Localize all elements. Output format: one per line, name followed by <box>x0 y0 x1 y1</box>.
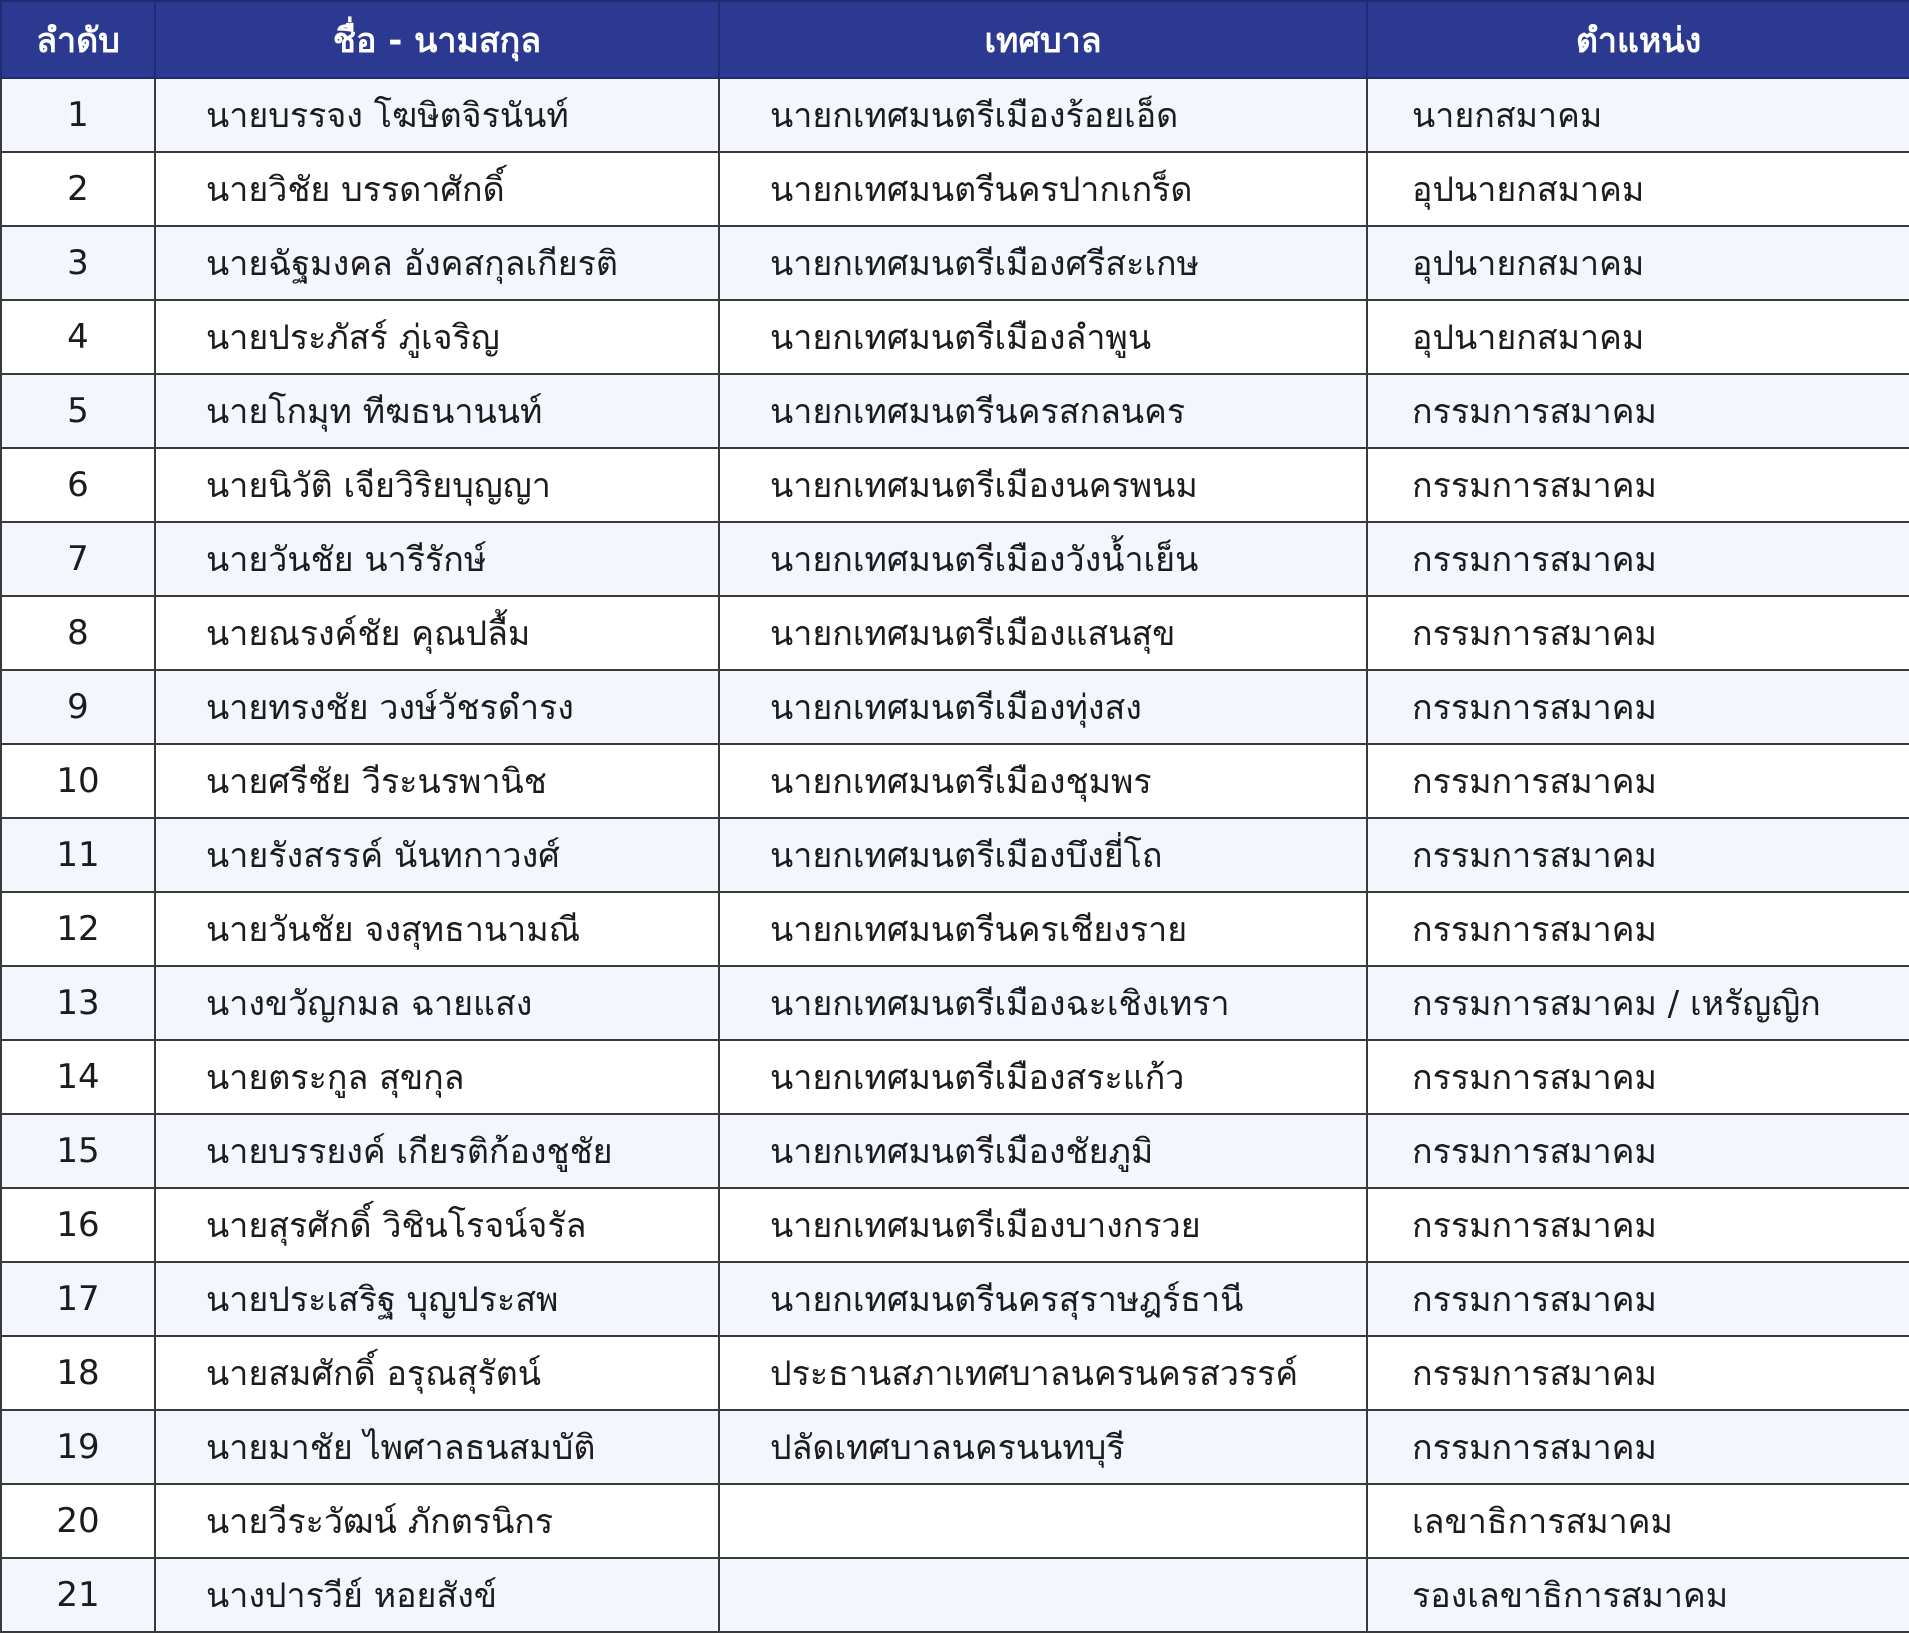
row-number: 13 <box>1 966 155 1040</box>
row-number: 21 <box>1 1558 155 1632</box>
table-row <box>1 596 1909 670</box>
position-cell: กรรมการสมาคม <box>1367 448 1909 522</box>
table-row <box>1 78 1909 152</box>
table-row <box>1 448 1909 522</box>
position-cell: อุปนายกสมาคม <box>1367 152 1909 226</box>
municipality-cell: ปลัดเทศบาลนครนนทบุรี <box>719 1410 1367 1484</box>
member-name: นายสมศักดิ์ อรุณสุรัตน์ <box>155 1336 719 1410</box>
municipality-cell: นายกเทศมนตรีเมืองลำพูน <box>719 300 1367 374</box>
table-row <box>1 892 1909 966</box>
table-row <box>1 1336 1909 1410</box>
header-row <box>1 1 1909 78</box>
row-number: 16 <box>1 1188 155 1262</box>
table-row <box>1 744 1909 818</box>
municipality-cell: นายกเทศมนตรีเมืองบึงยี่โถ <box>719 818 1367 892</box>
position-cell: กรรมการสมาคม <box>1367 596 1909 670</box>
table-header <box>1 1 1909 78</box>
municipality-cell: นายกเทศมนตรีนครสุราษฎร์ธานี <box>719 1262 1367 1336</box>
table-row <box>1 226 1909 300</box>
row-number: 14 <box>1 1040 155 1114</box>
table-row <box>1 1114 1909 1188</box>
table-row <box>1 1040 1909 1114</box>
table-row <box>1 374 1909 448</box>
position-cell: กรรมการสมาคม <box>1367 1114 1909 1188</box>
member-name: นายวันชัย จงสุทธานามณี <box>155 892 719 966</box>
position-cell: กรรมการสมาคม <box>1367 818 1909 892</box>
municipality-cell: นายกเทศมนตรีนครปากเกร็ด <box>719 152 1367 226</box>
municipality-cell: นายกเทศมนตรีเมืองทุ่งสง <box>719 670 1367 744</box>
member-name: นายประภัสร์ ภู่เจริญ <box>155 300 719 374</box>
table-row <box>1 1558 1909 1632</box>
row-number: 18 <box>1 1336 155 1410</box>
member-name: นายวันชัย นารีรักษ์ <box>155 522 719 596</box>
row-number: 20 <box>1 1484 155 1558</box>
municipality-cell: นายกเทศมนตรีนครเชียงราย <box>719 892 1367 966</box>
position-cell: กรรมการสมาคม <box>1367 1040 1909 1114</box>
member-name: นายสุรศักดิ์ วิชินโรจน์จรัล <box>155 1188 719 1262</box>
position-cell: กรรมการสมาคม <box>1367 374 1909 448</box>
position-cell: กรรมการสมาคม <box>1367 1262 1909 1336</box>
municipality-cell: นายกเทศมนตรีนครสกลนคร <box>719 374 1367 448</box>
position-cell: นายกสมาคม <box>1367 78 1909 152</box>
member-name: นายตระกูล สุขกุล <box>155 1040 719 1114</box>
table-row <box>1 1484 1909 1558</box>
member-name: นายรังสรรค์ นันทกาวงศ์ <box>155 818 719 892</box>
table-row <box>1 1410 1909 1484</box>
municipality-cell <box>719 1558 1367 1632</box>
row-number: 10 <box>1 744 155 818</box>
table-row <box>1 300 1909 374</box>
row-number: 17 <box>1 1262 155 1336</box>
member-name: นายวีระวัฒน์ ภักตรนิกร <box>155 1484 719 1558</box>
row-number: 2 <box>1 152 155 226</box>
row-number: 7 <box>1 522 155 596</box>
position-cell: กรรมการสมาคม <box>1367 1336 1909 1410</box>
row-number: 9 <box>1 670 155 744</box>
header-position: ตำแหน่ง <box>1367 1 1909 78</box>
position-cell: เลขาธิการสมาคม <box>1367 1484 1909 1558</box>
member-name: นายประเสริฐ บุญประสพ <box>155 1262 719 1336</box>
table-row <box>1 966 1909 1040</box>
table-row <box>1 1188 1909 1262</box>
table-row <box>1 1262 1909 1336</box>
table-row <box>1 522 1909 596</box>
table-body <box>1 78 1909 1632</box>
row-number: 15 <box>1 1114 155 1188</box>
municipality-cell: นายกเทศมนตรีเมืองบางกรวย <box>719 1188 1367 1262</box>
row-number: 1 <box>1 78 155 152</box>
member-name: นางขวัญกมล ฉายแสง <box>155 966 719 1040</box>
header-name: ชื่อ - นามสกุล <box>155 1 719 78</box>
municipality-cell: ประธานสภาเทศบาลนครนครสวรรค์ <box>719 1336 1367 1410</box>
member-name: นายนิวัติ เจียวิริยบุญญา <box>155 448 719 522</box>
row-number: 11 <box>1 818 155 892</box>
position-cell: กรรมการสมาคม <box>1367 1410 1909 1484</box>
position-cell: กรรมการสมาคม <box>1367 744 1909 818</box>
municipality-cell: นายกเทศมนตรีเมืองศรีสะเกษ <box>719 226 1367 300</box>
row-number: 8 <box>1 596 155 670</box>
row-number: 12 <box>1 892 155 966</box>
member-name: นายมาชัย ไพศาลธนสมบัติ <box>155 1410 719 1484</box>
row-number: 4 <box>1 300 155 374</box>
municipality-cell: นายกเทศมนตรีเมืองนครพนม <box>719 448 1367 522</box>
municipality-cell: นายกเทศมนตรีเมืองร้อยเอ็ด <box>719 78 1367 152</box>
position-cell: กรรมการสมาคม / เหรัญญิก <box>1367 966 1909 1040</box>
row-number: 19 <box>1 1410 155 1484</box>
row-number: 5 <box>1 374 155 448</box>
member-name: นายบรรยงค์ เกียรติก้องชูชัย <box>155 1114 719 1188</box>
position-cell: กรรมการสมาคม <box>1367 522 1909 596</box>
member-name: นายบรรจง โฆษิตจิรนันท์ <box>155 78 719 152</box>
member-name: นายวิชัย บรรดาศักดิ์ <box>155 152 719 226</box>
position-cell: รองเลขาธิการสมาคม <box>1367 1558 1909 1632</box>
member-name: นายฉัฐมงคล อังคสกุลเกียรติ <box>155 226 719 300</box>
member-name: นางปารวีย์ หอยสังข์ <box>155 1558 719 1632</box>
position-cell: อุปนายกสมาคม <box>1367 300 1909 374</box>
municipality-cell: นายกเทศมนตรีเมืองฉะเชิงเทรา <box>719 966 1367 1040</box>
municipality-cell: นายกเทศมนตรีเมืองชัยภูมิ <box>719 1114 1367 1188</box>
table-row <box>1 152 1909 226</box>
row-number: 3 <box>1 226 155 300</box>
municipality-cell: นายกเทศมนตรีเมืองสระแก้ว <box>719 1040 1367 1114</box>
member-name: นายทรงชัย วงษ์วัชรดำรง <box>155 670 719 744</box>
member-name: นายโกมุท ทีฆธนานนท์ <box>155 374 719 448</box>
municipality-cell: นายกเทศมนตรีเมืองวังน้ำเย็น <box>719 522 1367 596</box>
municipality-cell <box>719 1484 1367 1558</box>
position-cell: กรรมการสมาคม <box>1367 892 1909 966</box>
header-municipality: เทศบาล <box>719 1 1367 78</box>
position-cell: อุปนายกสมาคม <box>1367 226 1909 300</box>
header-no: ลำดับ <box>1 1 155 78</box>
member-name: นายศรีชัย วีระนรพานิช <box>155 744 719 818</box>
member-name: นายณรงค์ชัย คุณปลื้ม <box>155 596 719 670</box>
municipality-cell: นายกเทศมนตรีเมืองชุมพร <box>719 744 1367 818</box>
row-number: 6 <box>1 448 155 522</box>
table-row <box>1 670 1909 744</box>
table-row <box>1 818 1909 892</box>
position-cell: กรรมการสมาคม <box>1367 1188 1909 1262</box>
position-cell: กรรมการสมาคม <box>1367 670 1909 744</box>
municipality-cell: นายกเทศมนตรีเมืองแสนสุข <box>719 596 1367 670</box>
